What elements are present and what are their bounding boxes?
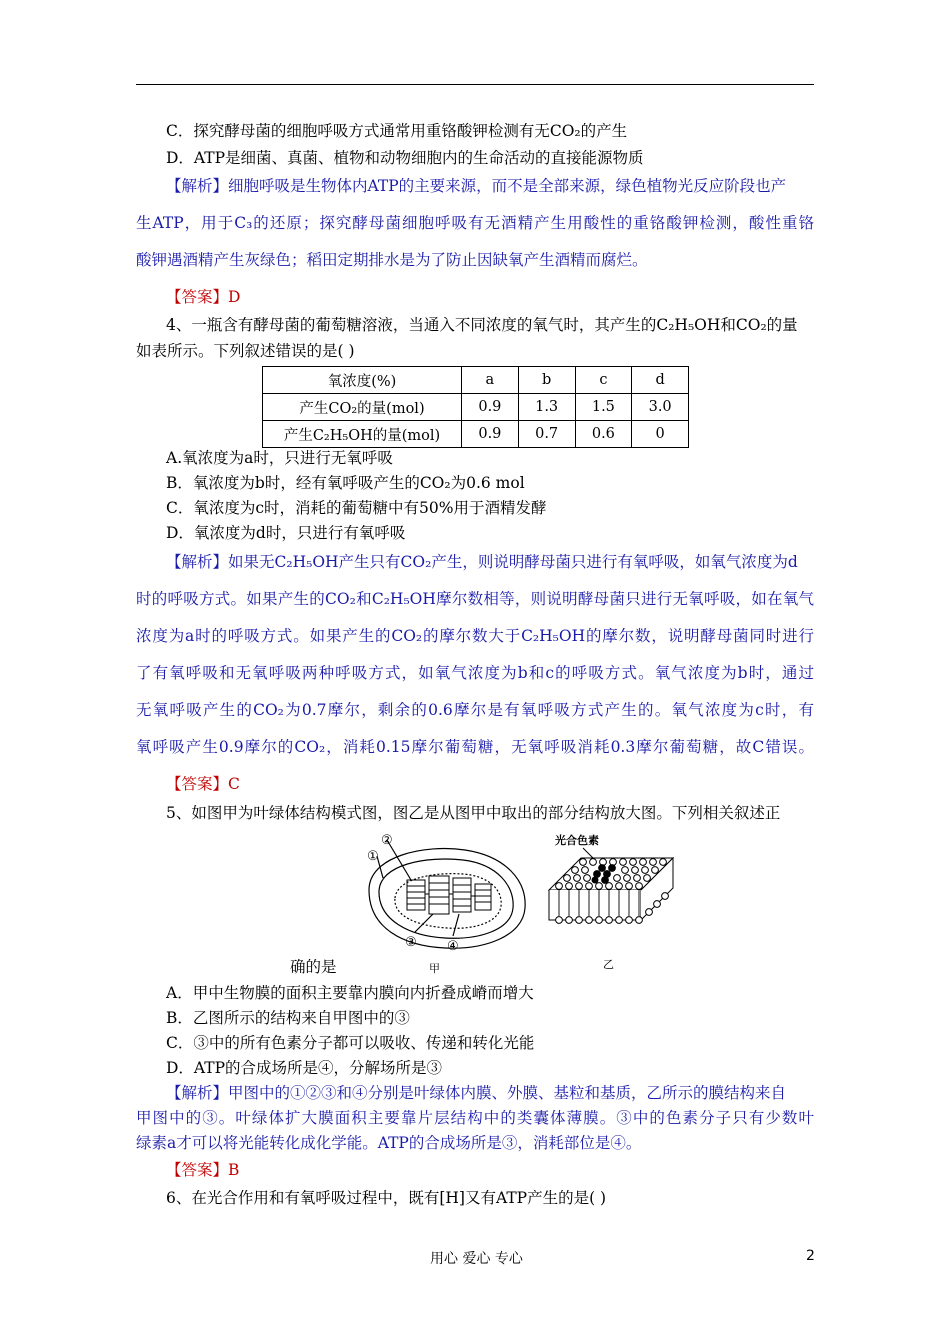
oxygen-table — [262, 366, 689, 448]
q4-analysis-line-6: 氧呼吸产生0.9摩尔的CO₂，消耗0.15摩尔葡萄糖，无氧呼吸消耗0.3摩尔葡萄糖，故C错误。 — [136, 738, 814, 756]
pigment-label: 光合色素 — [555, 834, 599, 847]
q4-analysis-line-2: 时的呼吸方式。如果产生的CO₂和C₂H₅OH摩尔数相等，则说明酵母菌只进行无氧呼吸，如在氧气 — [136, 590, 814, 608]
footer-motto: 用心 爱心 专心 — [430, 1251, 523, 1267]
table-cell: 1.5 — [575, 394, 632, 421]
table-header-row — [263, 367, 689, 394]
table-cell: 0.9 — [462, 394, 519, 421]
q5-option-b: B．乙图所示的结构来自甲图中的③ — [166, 1009, 410, 1027]
q5-stem-line-2: 确的是 — [290, 958, 337, 976]
q4-option-b: B．氧浓度为b时，经有氧呼吸产生的CO₂为0.6 mol — [166, 474, 525, 492]
caption-yi: 乙 — [603, 958, 614, 971]
answer-tag: 【答案】 — [166, 288, 229, 306]
q5-analysis-line-3: 绿素a才可以将光能转化成化学能。ATP的合成场所是③，消耗部位是④。 — [136, 1134, 642, 1152]
table-cell: 1.3 — [518, 394, 575, 421]
table-row — [263, 394, 689, 421]
q5-analysis-line-2: 甲图中的③。叶绿体扩大膜面积主要靠片层结构中的类囊体薄膜。③中的色素分子只有少数叶 — [136, 1109, 814, 1127]
table-cell: b — [518, 367, 575, 394]
chloroplast-structure — [369, 840, 525, 948]
q4-analysis-line-4: 了有氧呼吸和无氧呼吸两种呼吸方式，如氧气浓度为b和c的呼吸方式。氧气浓度为b时，通过 — [136, 664, 814, 682]
q3-analysis-line-3: 酸钾遇酒精产生灰绿色；稻田定期排水是为了防止因缺氧产生酒精而腐烂。 — [136, 251, 648, 269]
q3-option-d: D．ATP是细菌、真菌、植物和动物细胞内的生命活动的直接能源物质 — [166, 149, 644, 167]
q3-analysis-line-2: 生ATP，用于C₃的还原；探究酵母菌细胞呼吸有无酒精产生用酸性的重铬酸钾检测，酸性重铬 — [136, 214, 814, 232]
answer-value: C — [228, 775, 240, 793]
q4-option-c: C．氧浓度为c时，消耗的葡萄糖中有50%用于酒精发酵 — [166, 499, 547, 517]
table-cell: 0.9 — [462, 421, 519, 448]
analysis-tag: 【解析】 — [166, 1084, 229, 1102]
membrane-bilayer — [549, 858, 673, 923]
table-cell: 产生CO₂的量(mol) — [263, 394, 462, 421]
answer-tag: 【答案】 — [166, 775, 229, 793]
table-cell: c — [575, 367, 632, 394]
caption-jia: 甲 — [429, 962, 440, 975]
table-cell: 0.7 — [518, 421, 575, 448]
q5-answer — [166, 1160, 239, 1180]
label-1: ① — [367, 849, 379, 864]
chloroplast-diagram — [355, 828, 685, 976]
label-4: ④ — [447, 939, 459, 954]
q4-analysis-line-5: 无氧呼吸产生的CO₂为0.7摩尔，剩余的0.6摩尔是有氧呼吸方式产生的。氧气浓度为c时，有 — [136, 701, 814, 719]
q3-option-c: C．探究酵母菌的细胞呼吸方式通常用重铬酸钾检测有无CO₂的产生 — [166, 122, 628, 140]
answer-value: B — [228, 1161, 240, 1179]
table-cell: a — [462, 367, 519, 394]
chloroplast-figure — [355, 828, 685, 976]
q5-option-c: C．③中的所有色素分子都可以吸收、传递和转化光能 — [166, 1034, 535, 1052]
q4-analysis-line-3: 浓度为a时的呼吸方式。如果产生的CO₂的摩尔数大于C₂H₅OH的摩尔数，说明酵母菌同时进行 — [136, 627, 814, 645]
q5-analysis-line-1: 【解析】甲图中的①②③和④分别是叶绿体内膜、外膜、基粒和基质，乙所示的膜结构来自 — [166, 1084, 787, 1102]
label-2: ② — [381, 833, 393, 848]
table-cell: d — [632, 367, 689, 394]
q4-option-d: D．氧浓度为d时，只进行有氧呼吸 — [166, 524, 406, 542]
table-cell: 0.6 — [575, 421, 632, 448]
q4-answer — [166, 774, 240, 794]
q5-stem-line-1: 5、如图甲为叶绿体结构模式图，图乙是从图甲中取出的部分结构放大图。下列相关叙述正 — [166, 804, 781, 822]
table-row — [263, 421, 689, 448]
q4-stem-line-2: 如表所示。下列叙述错误的是( ) — [136, 342, 355, 360]
q4-analysis-line-1: 【解析】如果无C₂H₅OH产生只有CO₂产生，则说明酵母菌只进行有氧呼吸，如氧气浓度为d — [166, 553, 798, 571]
q5-option-a: A．甲中生物膜的面积主要靠内膜向内折叠成嵴而增大 — [166, 984, 534, 1002]
label-3: ③ — [405, 935, 417, 950]
q6-stem: 6、在光合作用和有氧呼吸过程中，既有[H]又有ATP产生的是( ) — [166, 1189, 607, 1207]
table-cell: 3.0 — [632, 394, 689, 421]
header-rule — [136, 84, 814, 85]
table-cell: 0 — [632, 421, 689, 448]
q4-stem-line-1: 4、一瓶含有酵母菌的葡萄糖溶液，当通入不同浓度的氧气时，其产生的C₂H₅OH和CO₂的量 — [166, 316, 798, 334]
q4-option-a: A.氧浓度为a时，只进行无氧呼吸 — [166, 449, 393, 467]
q3-answer — [166, 287, 240, 307]
analysis-tag: 【解析】 — [166, 177, 229, 195]
q5-option-d: D．ATP的合成场所是④，分解场所是③ — [166, 1059, 443, 1077]
answer-value: D — [228, 288, 241, 306]
analysis-tag: 【解析】 — [166, 553, 229, 571]
page-number: 2 — [806, 1248, 815, 1264]
table-cell: 氧浓度(%) — [263, 367, 462, 394]
q3-analysis-line-1: 【解析】细胞呼吸是生物体内ATP的主要来源，而不是全部来源，绿色植物光反应阶段也产 — [166, 177, 787, 195]
table-cell: 产生C₂H₅OH的量(mol) — [263, 421, 462, 448]
answer-tag: 【答案】 — [166, 1161, 229, 1179]
